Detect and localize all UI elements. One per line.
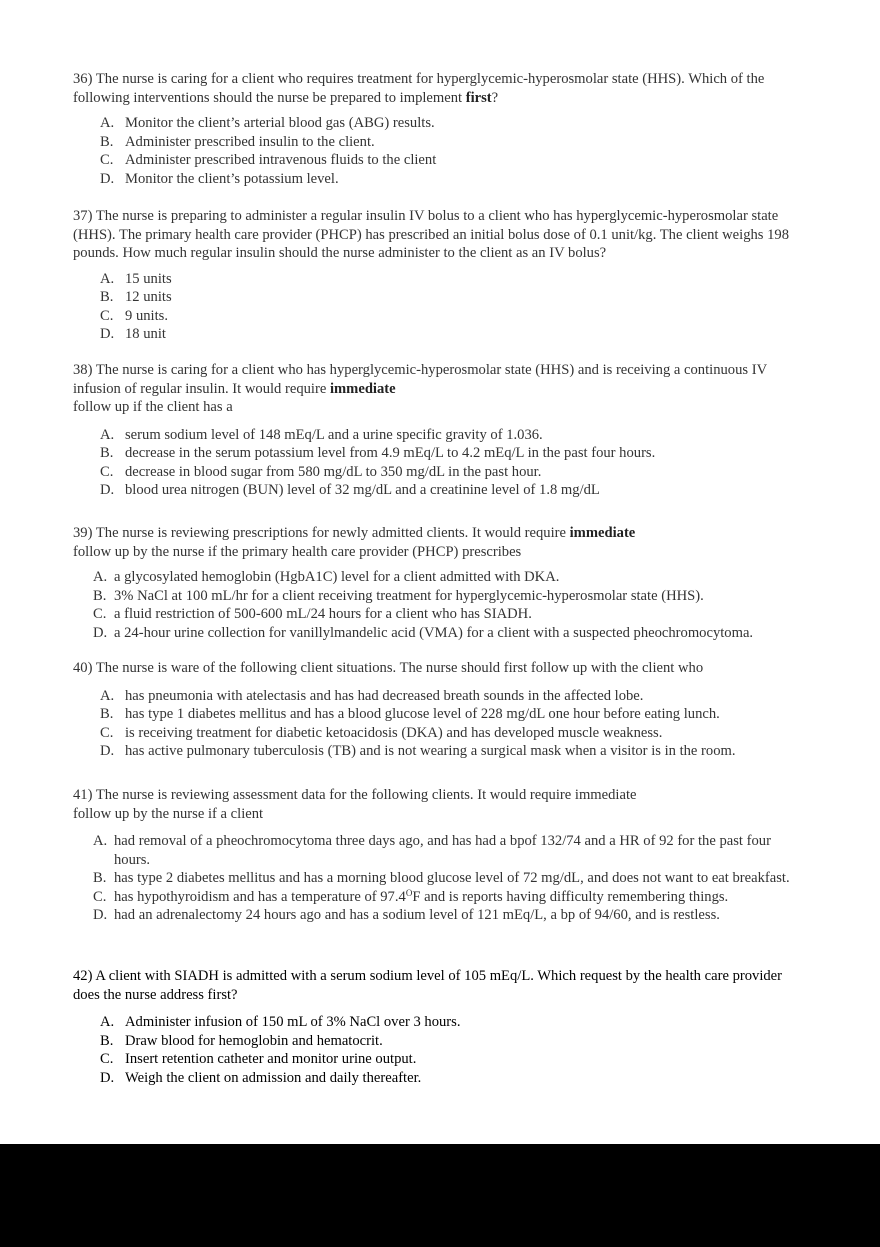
answer-options <box>73 426 818 500</box>
answer-option-a: A. Administer infusion of 150 mL of 3% NaCl over 3 hours. <box>100 1014 461 1030</box>
question-39 <box>73 524 818 642</box>
question-41 <box>73 786 818 925</box>
answer-option-d: D. Weigh the client on admission and daily thereafter. <box>100 1069 422 1086</box>
answer-option-d: D. blood urea nitrogen (BUN) level of 32 mg/dL and a creatinine level of 1.8 mg/dL <box>100 482 600 498</box>
question-stem: 38) The nurse is caring for a client who has hyperglycemic-hyperosmolar state (HHS) and is receiving a continuous IV infusion of regular insulin. It would require immediate follow up if the client has a <box>73 362 767 415</box>
answer-options <box>73 687 818 761</box>
question-stem: 42) A client with SIADH is admitted with a serum sodium level of 105 mEq/L. Which request by the health care provider does the nurse address first? <box>73 968 783 1003</box>
question-36 <box>73 70 818 188</box>
answer-option-a: A. 15 units <box>100 270 172 287</box>
degree-superscript: O <box>405 887 413 898</box>
answer-option-d: D. 18 unit <box>100 326 166 342</box>
answer-options <box>73 568 818 642</box>
question-40 <box>73 659 818 761</box>
black-footer-bar <box>0 1144 880 1247</box>
answer-options <box>73 1013 793 1087</box>
question-42 <box>73 967 793 1087</box>
answer-option-b: B. has type 1 diabetes mellitus and has a blood glucose level of 228 mg/dL one hour before eating lunch. <box>100 706 720 722</box>
answer-option-b: B. has type 2 diabetes mellitus and has a morning blood glucose level of 72 mg/dL, and does not want to eat breakfast. <box>93 870 790 886</box>
answer-option-c: C. a fluid restriction of 500-600 mL/24 hours for a client who has SIADH. <box>93 606 532 622</box>
question-stem: 39) The nurse is reviewing prescriptions for newly admitted clients. It would require immediate follow up by the nurse if the primary health care provider (PHCP) prescribes <box>73 525 636 560</box>
answer-option-c: C. decrease in blood sugar from 580 mg/dL to 350 mg/dL in the past hour. <box>100 463 542 480</box>
question-stem: 37) The nurse is preparing to administer a regular insulin IV bolus to a client who has hyperglycemic-hyperosmolar state (HHS). The primary health care provider (PHCP) has prescribed an initial bolus dose of 0.1 unit/kg. The client weighs 198 pounds. How much regular insulin should the nurse administer to the client as an IV bolus? <box>73 208 790 261</box>
answer-option-d: D. had an adrenalectomy 24 hours ago and has a sodium level of 121 mEq/L, a bp of 94/60, and is restless. <box>93 907 720 923</box>
answer-option-b: B. decrease in the serum potassium level from 4.9 mEq/L to 4.2 mEq/L in the past four hours. <box>100 445 656 461</box>
answer-option-b: B. Draw blood for hemoglobin and hematocrit. <box>100 1032 383 1049</box>
answer-option-c: C. Insert retention catheter and monitor urine output. <box>100 1051 417 1067</box>
answer-option-b: B. 12 units <box>100 289 172 305</box>
question-38 <box>73 361 818 500</box>
answer-option-c: C. 9 units. <box>100 307 168 324</box>
answer-option-a: A. Monitor the client’s arterial blood gas (ABG) results. <box>100 115 435 131</box>
answer-options <box>73 114 818 188</box>
question-stem: 36) The nurse is caring for a client who requires treatment for hyperglycemic-hyperosmolar state (HHS). Which of the following interventions should the nurse be prepared to implement first? <box>73 71 765 106</box>
answer-options <box>73 832 798 925</box>
question-37 <box>73 207 818 344</box>
answer-option-c: C. has hypothyroidism and has a temperature of $97.4^OF$ and is reports having difficulty remembering things. <box>93 887 729 905</box>
answer-option-b: B. Administer prescribed insulin to the client. <box>100 133 375 150</box>
answer-options <box>73 270 818 344</box>
answer-option-d: D. has active pulmonary tuberculosis (TB) and is not wearing a surgical mask when a visitor is in the room. <box>100 743 736 759</box>
answer-option-a: A. had removal of a pheochromocytoma three days ago, and has had a bpof 132/74 and a HR of 92 for the past four hours. <box>93 833 771 868</box>
question-stem: 40) The nurse is ware of the following client situations. The nurse should first follow up with the client who <box>73 660 704 676</box>
answer-option-d: D. a 24-hour urine collection for vanillylmandelic acid (VMA) for a client with a suspected pheochromocytoma. <box>93 624 754 641</box>
answer-option-c: C. Administer prescribed intravenous fluids to the client <box>100 152 437 168</box>
answer-option-a: A. a glycosylated hemoglobin (HgbA1C) level for a client admitted with DKA. <box>93 569 560 585</box>
answer-option-b: B. 3% NaCl at 100 mL/hr for a client receiving treatment for hyperglycemic-hyperosmolar state (HHS). <box>93 587 704 604</box>
answer-option-d: D. Monitor the client’s potassium level. <box>100 170 339 187</box>
question-stem: 41) The nurse is reviewing assessment data for the following clients. It would require immediate follow up by the nurse if a client <box>73 787 637 822</box>
answer-option-c: C. is receiving treatment for diabetic ketoacidosis (DKA) and has developed muscle weakness. <box>100 724 663 741</box>
answer-option-a: A. serum sodium level of 148 mEq/L and a urine specific gravity of 1.036. <box>100 426 543 443</box>
answer-option-a: A. has pneumonia with atelectasis and has had decreased breath sounds in the affected lobe. <box>100 687 644 704</box>
